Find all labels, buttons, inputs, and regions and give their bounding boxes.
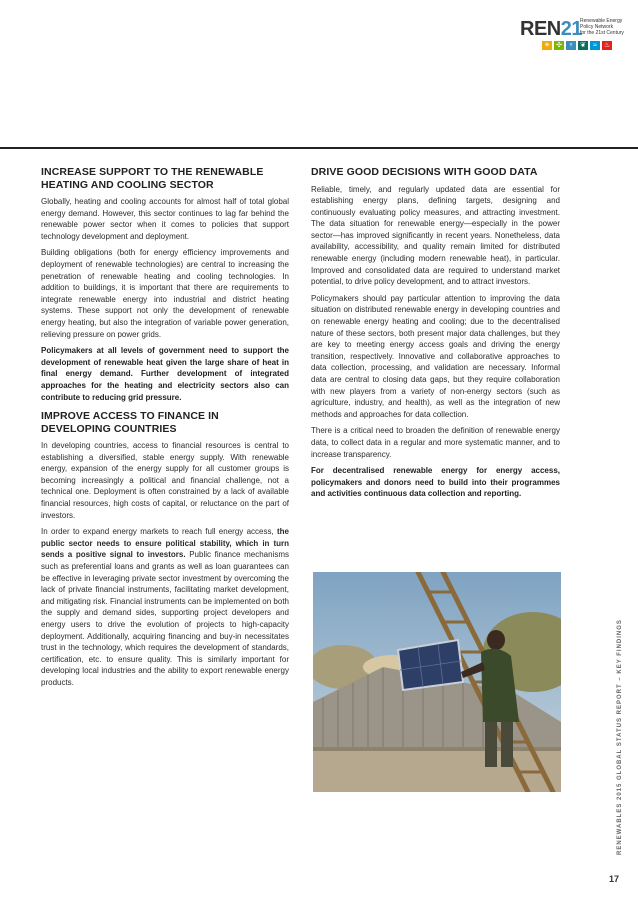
photo-illustration — [313, 572, 561, 792]
section-heating-cooling — [41, 166, 289, 403]
section-heading: IMPROVE ACCESS TO FINANCE IN DEVELOPING COUNTRIES — [41, 410, 219, 435]
flame-icon: ♨ — [603, 42, 611, 49]
top-divider — [0, 147, 638, 149]
section-finance — [41, 410, 289, 688]
section-heading: INCREASE SUPPORT TO THE RENEWABLE HEATING AND COOLING SECTOR — [41, 166, 264, 191]
sun-icon: ☀ — [543, 42, 551, 49]
right-column — [311, 166, 560, 507]
paragraph-emphasis: For decentralised renewable energy for energy access, policymakers and donors need to build into their programmes and activities continuous data collection and reporting. — [311, 466, 560, 499]
page-number: 17 — [609, 874, 620, 884]
section-heading: DRIVE GOOD DECISIONS WITH GOOD DATA — [311, 166, 538, 178]
wave-icon: ≈ — [590, 41, 600, 50]
section-data — [311, 166, 560, 500]
logo-icon-row — [542, 41, 612, 50]
paragraph: There is a critical need to broaden the definition of renewable energy data, to collect data in a regular and more systematic manner, and to increase transparency. — [311, 426, 560, 459]
paragraph: Globally, heating and cooling accounts for almost half of total global energy demand. However, this sector continues to lag far behind the renewable power sector when it comes to policies that support technology development and deployment. — [41, 197, 289, 241]
leaf-icon: ❦ — [578, 41, 588, 50]
paragraph: In developing countries, access to financial resources is central to establishing a diversified, stable energy supply. With renewable energy, expansion of the energy supply for all customer groups is becoming increasingly a political and financial challenge, not a technical one. Deployment is often constrained by a lack of available financial resources, high costs of capital, or reluctance on the part of investors. — [41, 441, 289, 520]
wind-icon: ✣ — [554, 41, 564, 50]
paragraph: In order to expand energy markets to reach full energy access, the public sector needs to ensure political stability, which in turn sends a positive signal to investors. Public finance mechanisms such as preferential loans and grants as well as loan guarantees can be effective in leveraging private sector investment by overcoming the lack of private financial instruments, facilitating market development, and mitigating risk. Financial instruments can be implemented on both the supply and demand sides, supporting project developers and energy users to drive the evolution of projects to high-capacity deployment. Additionally, acquiring financing and buy-in necessitates trust in the technology, which requires the development of standards, certification, etc. to ensure quality. This is similarly important for developing local industries and the ability to export renewable energy products. — [41, 527, 290, 687]
side-running-title: RENEWABLES 2015 GLOBAL STATUS REPORT – KEY FINDINGS — [617, 619, 623, 855]
paragraph: Policymakers should pay particular attention to improving the data situation on distributed renewable energy in developing countries and on renewable energy heating and cooling; due to the decentralised nature of these sectors, both present major data challenges, but they are key to meeting energy access goals and driving the energy transition, respectively. Innovative and collaborative approaches to data collection, processing, and validation are necessary. Informal data are central to closing data gaps, but they require collaboration with new players from a variety of non-energy sectors (such as agriculture, industry, and health), as well as the integration of new methods and approaches for data collection. — [311, 293, 560, 419]
water-icon: ♆ — [566, 41, 576, 50]
left-column — [41, 166, 289, 696]
logo-tagline: Renewable Energy Policy Network for the 21st Century — [580, 18, 624, 36]
paragraph: Building obligations (both for energy efficiency improvements and deployment of renewable technologies) are central to increasing the penetration of renewable heating and cooling technologies. In addition to buildings, it is important that there are requirements to integrate renewable energy into industrial and district heating systems. These support not only the development of renewable energy heating, but also the integration of variable power generation, relieving pressure on power grids. — [41, 248, 289, 339]
solar-installation-photo — [313, 572, 561, 792]
paragraph: Reliable, timely, and regularly updated data are essential for establishing energy plans, defining targets, designing and continuously evaluating policy measures, and attracting investment. The data situation for renewable energy—especially in the power sector—has improved significantly in recent years. Nonetheless, data availability, accessibility, and quality remain limited for distributed renewable energy (including modern renewable heat), in particular. Improved and consolidated data are required to understand market potential, to drive policy development, and to attract investors. — [311, 184, 560, 287]
logo-wordmark: REN21 — [520, 18, 582, 40]
paragraph-emphasis: Policymakers at all levels of government need to support the development of renewable heat given the large share of heat in final energy demand. Further development of integrated approaches for the heating and electricity sectors also can contribute to reducing grid pressure. — [41, 346, 289, 402]
ren21-logo — [520, 14, 630, 50]
